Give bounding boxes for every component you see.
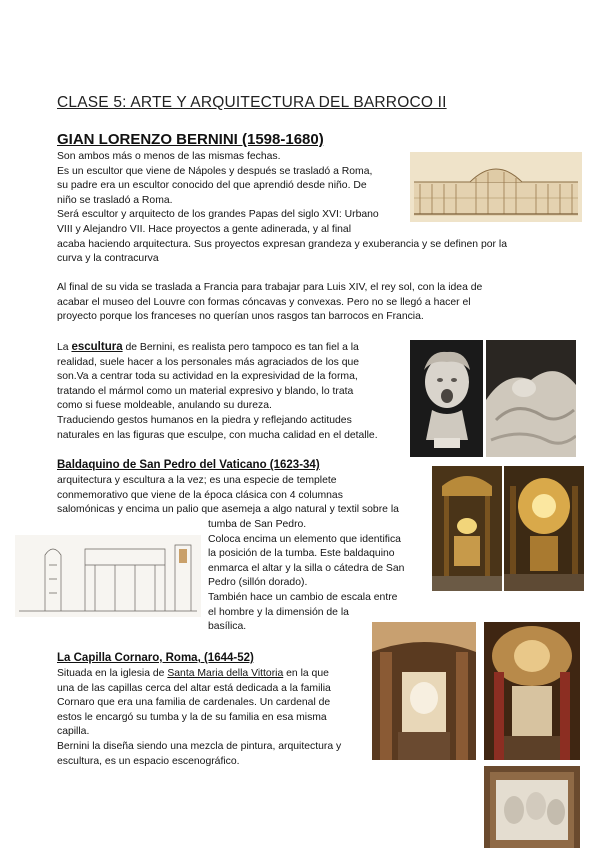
- cornaro-paragraph: [57, 667, 367, 769]
- cornaro-line: Cornaro que era una familia de cardenales. Un cardenal de: [57, 697, 331, 709]
- baldaquino-line: arquitectura y escultura a la vez; es una especie de templete: [57, 475, 337, 486]
- intro-line: Será escultor y arquitecto de los grandes Papas del siglo XVI: Urbano: [57, 209, 379, 221]
- sculpture-keyword: escultura: [71, 341, 123, 353]
- cornaro-first-line: [57, 667, 367, 682]
- page-title: CLASE 5: ARTE Y ARQUITECTURA DEL BARROCO II: [57, 94, 447, 111]
- intro-line: VIII y Alejandro VII. Hace proyectos a gente adinerada, y al final: [57, 223, 351, 235]
- intro-line: Es un escultor que viene de Nápoles y después se trasladó a Roma,: [57, 165, 373, 177]
- sculpture-prefix: La: [57, 342, 72, 353]
- sculpture-line: son.Va a centrar toda su actividad en la expresividad de la forma,: [57, 371, 358, 383]
- sculpture-first-line: [57, 340, 407, 356]
- louvre-line: Al final de su vida se traslada a Francia para trabajar para Luis XIV, el rey sol, con la idea de: [57, 282, 483, 293]
- baldaquino-right-line: enmarca el altar y la silla o cátedra de San: [208, 562, 405, 574]
- louvre-paragraph: [57, 281, 547, 325]
- cornaro-first-prefix: Situada en la iglesia de: [57, 668, 168, 679]
- baldaquino-right-line: Pedro (sillón dorado).: [208, 577, 308, 589]
- church-name: Santa Maria della Vittoria: [167, 668, 284, 679]
- louvre-line: acabar el museo del Louvre con formas cóncavas y convexas. Pero no se llegó a hacer el: [57, 296, 471, 308]
- cornaro-chapel-photo-2: [484, 622, 580, 760]
- baldaquino-line: conmemorativo que viene de la época clásica con 4 columnas: [57, 489, 343, 501]
- intro-line: niño se trasladó a Roma.: [57, 194, 173, 206]
- cornaro-line: escultura, es un espacio escenográfico.: [57, 755, 240, 767]
- sculpture-line: tratando el mármol como un material expresivo y blando, lo trata: [57, 385, 354, 397]
- baldaquino-right-line: basílica.: [208, 621, 247, 633]
- damned-soul-bust-image: [410, 340, 483, 457]
- sculpture-line: Traduciendo gestos humanos en la piedra y reflejando actitudes: [57, 414, 352, 426]
- cornaro-relief-photo: [484, 766, 580, 848]
- louvre-sketch-image: [410, 152, 582, 222]
- baldaquino-right-line: la posición de la tumba. Este baldaquino: [208, 548, 395, 560]
- cornaro-line: capilla.: [57, 726, 90, 738]
- baldaquino-photo-1: [432, 466, 502, 591]
- cornaro-chapel-photo-1: [372, 622, 476, 760]
- sculpture-line: realidad, suele hacer a los personales más agraciados de los que: [57, 356, 360, 368]
- cornaro-line: una de las capillas cerca del altar está dedicada a la familia: [57, 682, 331, 694]
- baldaquino-right-line: el hombre y la dimensión de la: [208, 606, 349, 618]
- cornaro-line: Bernini la diseña siendo una mezcla de pintura, arquitectura y: [57, 740, 342, 752]
- baldaquino-right-line: Coloca encima un elemento que identifica: [208, 533, 401, 545]
- bernini-heading: GIAN LORENZO BERNINI (1598-1680): [57, 131, 324, 148]
- baldaquino-right-line: tumba de San Pedro.: [208, 519, 307, 530]
- baldaquino-photo-2: [504, 466, 584, 591]
- baldaquino-paragraph: [57, 474, 427, 518]
- sculpture-paragraph: [57, 340, 407, 443]
- cornaro-line: estos le encargó su tumba y la de su familia en esa misma: [57, 711, 327, 723]
- intro-line: curva y la contracurva: [57, 253, 159, 265]
- sculpture-line: como si fuese moldeable, anulando su dureza.: [57, 400, 272, 412]
- ecstasy-sculpture-image: [486, 340, 576, 457]
- sculpture-line: naturales en las figuras que esculpe, con mucha calidad en el detalle.: [57, 429, 378, 441]
- cornaro-first-suffix: en la que: [283, 668, 329, 679]
- cornaro-heading: La Capilla Cornaro, Roma, (1644-52): [57, 652, 254, 664]
- louvre-line: proyecto porque los franceses no querían unos rasgos tan barrocos en Francia.: [57, 311, 424, 323]
- intro-line: su padre era un escultor conocido del que aprendió desde niño. De: [57, 180, 367, 192]
- basilica-section-drawing: [15, 535, 201, 617]
- baldaquino-right-paragraph: [208, 518, 423, 635]
- baldaquino-line: salomónicas y encima un palio que asemeja a algo natural y textil sobre la: [57, 504, 399, 516]
- intro-line: Son ambos más o menos de las mismas fechas.: [57, 151, 281, 162]
- sculpture-first-rest: de Bernini, es realista pero tampoco es tan fiel a la: [122, 342, 359, 353]
- baldaquino-right-line: También hace un cambio de escala entre: [208, 591, 398, 603]
- baldaquino-heading: Baldaquino de San Pedro del Vaticano (1623-34): [57, 459, 320, 471]
- intro-line: acaba haciendo arquitectura. Sus proyectos expresan grandeza y exuberancia y se definen por la: [57, 238, 507, 250]
